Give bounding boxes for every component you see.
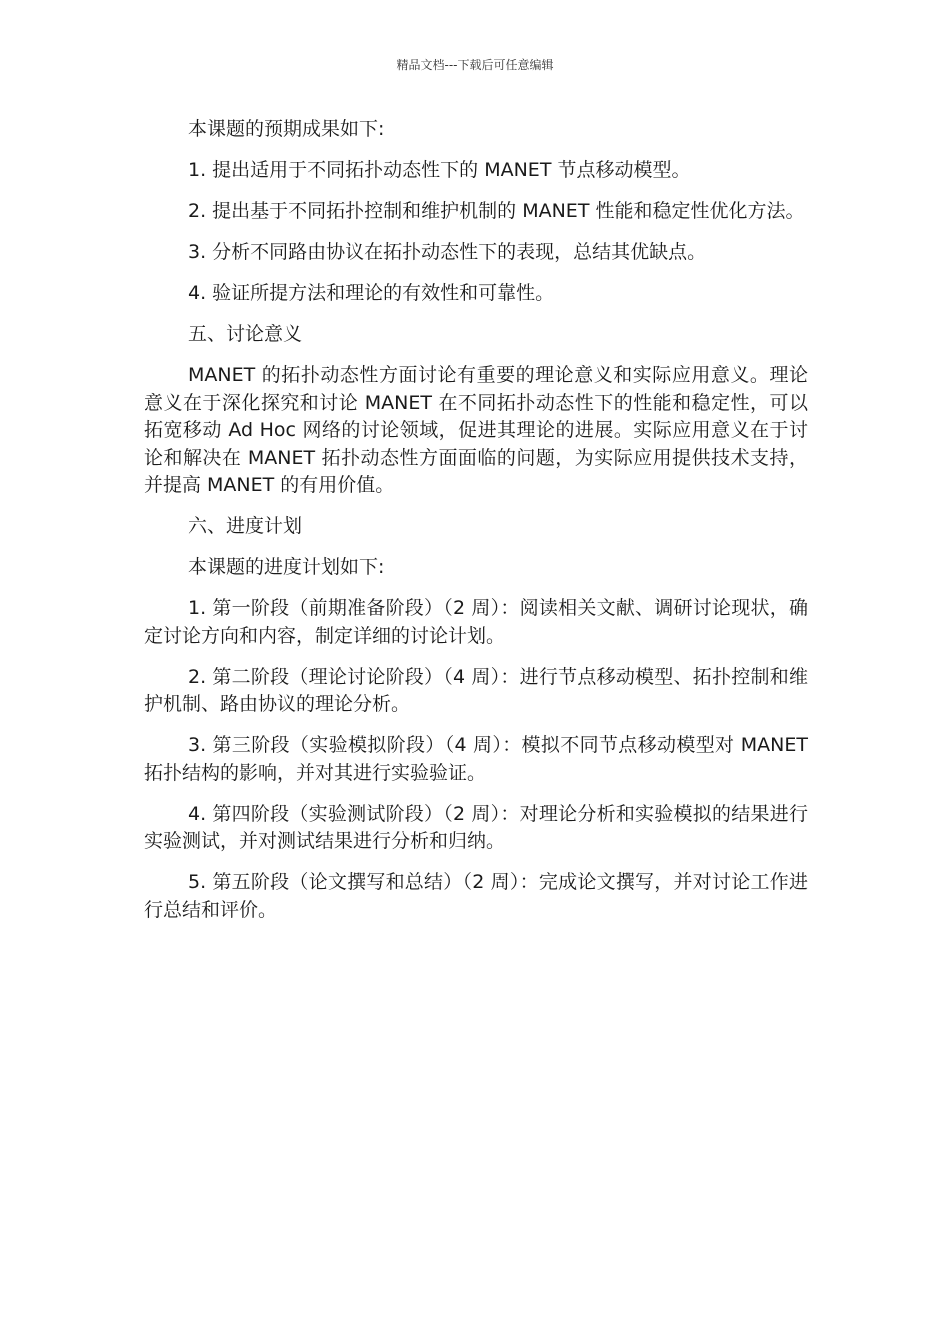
section-heading-schedule: 六、进度计划 [188, 515, 303, 537]
schedule-intro: 本课题的进度计划如下: [188, 556, 385, 578]
page-header: 精品文档---下载后可任意编辑 [396, 58, 554, 72]
expected-result-3: 3. 分析不同路由协议在拓扑动态性下的表现，总结其优缺点。 [188, 241, 707, 263]
expected-result-4: 4. 验证所提方法和理论的有效性和可靠性。 [188, 282, 555, 304]
expected-result-1: 1. 提出适用于不同拓扑动态性下的 MANET 节点移动模型。 [188, 159, 691, 181]
schedule-stage-1: 1. 第一阶段（前期准备阶段）（2 周）：阅读相关文献、调研讨论现状，确定讨论方向和内容，制定详细的讨论计划。 [144, 597, 808, 647]
schedule-stage-3: 3. 第三阶段（实验模拟阶段）（4 周）：模拟不同节点移动模型对 MANET 拓扑结构的影响，并对其进行实验验证。 [144, 734, 808, 784]
expected-results-intro: 本课题的预期成果如下: [188, 118, 385, 140]
schedule-stage-4: 4. 第四阶段（实验测试阶段）（2 周）：对理论分析和实验模拟的结果进行实验测试，并对测试结果进行分析和归纳。 [144, 802, 808, 852]
document-body [144, 116, 808, 938]
schedule-stage-5: 5. 第五阶段（论文撰写和总结）（2 周）：完成论文撰写，并对讨论工作进行总结和评价。 [144, 871, 808, 921]
expected-result-2: 2. 提出基于不同拓扑控制和维护机制的 MANET 性能和稳定性优化方法。 [188, 200, 805, 222]
significance-paragraph: MANET 的拓扑动态性方面讨论有重要的理论意义和实际应用意义。理论意义在于深化探究和讨论 MANET 在不同拓扑动态性下的性能和稳定性，可以拓宽移动 Ad Hoc 网络的讨论领域，促进其理论的进展。实际应用意义在于讨论和解决在 MANET 拓扑动态性方面面临的问题，为实际应用提供技术支持，并提高 MANET 的有用价值。 [144, 364, 808, 496]
schedule-stage-2: 2. 第二阶段（理论讨论阶段）（4 周）：进行节点移动模型、拓扑控制和维护机制、路由协议的理论分析。 [144, 665, 808, 715]
section-heading-significance: 五、讨论意义 [188, 323, 303, 345]
